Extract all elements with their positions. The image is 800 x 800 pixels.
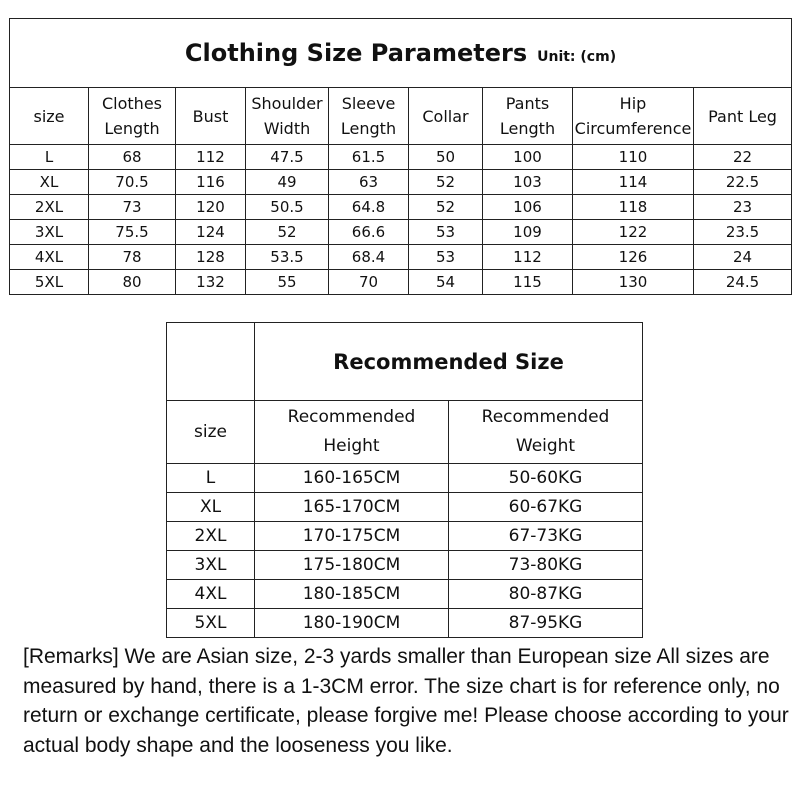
size-table-value-cell: 24.5 xyxy=(694,270,792,295)
size-table-unit: Unit: (cm) xyxy=(537,49,617,65)
size-table-header-cell xyxy=(176,88,246,145)
size-table-value-cell: 100 xyxy=(483,145,573,170)
size-table-value-cell: 75.5 xyxy=(89,220,176,245)
recommended-table-row xyxy=(167,493,643,522)
size-table-value-cell: 24 xyxy=(694,245,792,270)
size-table-header-text: Length xyxy=(340,119,397,138)
size-table-value-cell: 50 xyxy=(409,145,483,170)
size-table-value-cell: 106 xyxy=(483,195,573,220)
recommended-table-value-cell: 170-175CM xyxy=(255,522,449,551)
size-table-header-text: Collar xyxy=(422,106,469,126)
size-table-size-cell: 3XL xyxy=(10,220,89,245)
size-table-value-cell: 112 xyxy=(176,145,246,170)
recommended-table-value-cell: 160-165CM xyxy=(255,464,449,493)
size-parameters-table xyxy=(9,18,792,295)
size-table-value-cell: 68 xyxy=(89,145,176,170)
size-table-header-text: Pant Leg xyxy=(708,106,777,126)
size-table-row xyxy=(10,270,792,295)
size-table-value-cell: 68.4 xyxy=(329,245,409,270)
recommended-table-value-cell: 50-60KG xyxy=(449,464,643,493)
recommended-table-size-cell: 4XL xyxy=(167,580,255,609)
size-table-value-cell: 52 xyxy=(409,170,483,195)
size-table-value-cell: 132 xyxy=(176,270,246,295)
recommended-table-header-cell xyxy=(449,401,643,464)
recommended-table-size-cell: 3XL xyxy=(167,551,255,580)
recommended-table-header-cell xyxy=(167,401,255,464)
size-table-value-cell: 54 xyxy=(409,270,483,295)
size-table-value-cell: 63 xyxy=(329,170,409,195)
recommended-table-value-cell: 67-73KG xyxy=(449,522,643,551)
size-table-header-cell xyxy=(246,88,329,145)
size-table-value-cell: 110 xyxy=(573,145,694,170)
recommended-table-value-cell: 175-180CM xyxy=(255,551,449,580)
size-table-value-cell: 23.5 xyxy=(694,220,792,245)
recommended-table-value-cell: 60-67KG xyxy=(449,493,643,522)
size-table-header-text: Clothes xyxy=(102,94,162,113)
size-table-title-cell xyxy=(10,19,792,88)
size-table-header-cell xyxy=(89,88,176,145)
recommended-corner-cell xyxy=(167,323,255,401)
size-table-header-cell xyxy=(483,88,573,145)
size-table-value-cell: 120 xyxy=(176,195,246,220)
recommended-title-cell xyxy=(255,323,643,401)
size-table-header-text: Bust xyxy=(192,106,229,126)
size-table-value-cell: 52 xyxy=(409,195,483,220)
recommended-table-header-text: Weight xyxy=(515,436,576,456)
size-table-row xyxy=(10,170,792,195)
size-table-header-text: Shoulder xyxy=(251,94,323,113)
size-table-value-cell: 116 xyxy=(176,170,246,195)
size-table-header-cell xyxy=(329,88,409,145)
size-table-row xyxy=(10,195,792,220)
recommended-table-header-row xyxy=(167,401,643,464)
size-table-value-cell: 73 xyxy=(89,195,176,220)
size-table-header-text: Hip xyxy=(619,94,647,113)
recommended-table-header-text: size xyxy=(194,421,227,442)
size-table-header-cell xyxy=(409,88,483,145)
size-table-title: Clothing Size Parameters xyxy=(184,39,528,67)
size-table-value-cell: 53 xyxy=(409,245,483,270)
size-table-row xyxy=(10,245,792,270)
recommended-table-row xyxy=(167,551,643,580)
recommended-table-value-cell: 165-170CM xyxy=(255,493,449,522)
size-table-header-text: Length xyxy=(104,119,160,138)
size-table-value-cell: 22.5 xyxy=(694,170,792,195)
size-table-header-text: size xyxy=(33,106,65,126)
size-table-header-text: Length xyxy=(499,119,556,138)
recommended-table-row xyxy=(167,609,643,638)
recommended-table-header-text: Recommended xyxy=(481,407,610,427)
size-table-value-cell: 115 xyxy=(483,270,573,295)
size-table-value-cell: 112 xyxy=(483,245,573,270)
recommended-table-size-cell: L xyxy=(167,464,255,493)
size-table-value-cell: 80 xyxy=(89,270,176,295)
size-table-header-cell xyxy=(694,88,792,145)
size-table-value-cell: 114 xyxy=(573,170,694,195)
size-table-value-cell: 61.5 xyxy=(329,145,409,170)
recommended-table-size-cell: 5XL xyxy=(167,609,255,638)
size-table-header-cell xyxy=(573,88,694,145)
recommended-table-value-cell: 73-80KG xyxy=(449,551,643,580)
recommended-table-size-cell: 2XL xyxy=(167,522,255,551)
size-table-value-cell: 49 xyxy=(246,170,329,195)
size-table-value-cell: 122 xyxy=(573,220,694,245)
recommended-table-title: Recommended Size xyxy=(333,349,564,374)
size-table-value-cell: 22 xyxy=(694,145,792,170)
recommended-table-row xyxy=(167,522,643,551)
size-table-size-cell: L xyxy=(10,145,89,170)
size-table-header-row xyxy=(10,88,792,145)
recommended-table-header-text: Recommended xyxy=(287,407,416,427)
size-table-header-cell xyxy=(10,88,89,145)
size-table-row xyxy=(10,220,792,245)
size-table-size-cell: 2XL xyxy=(10,195,89,220)
recommended-table-value-cell: 80-87KG xyxy=(449,580,643,609)
size-table-value-cell: 109 xyxy=(483,220,573,245)
recommended-size-table xyxy=(166,322,643,638)
recommended-table-header-cell xyxy=(255,401,449,464)
size-table-header-text: Circumference xyxy=(574,119,692,138)
recommended-table-size-cell: XL xyxy=(167,493,255,522)
size-table-value-cell: 118 xyxy=(573,195,694,220)
size-table-value-cell: 47.5 xyxy=(246,145,329,170)
size-table-value-cell: 124 xyxy=(176,220,246,245)
remarks-text: [Remarks] We are Asian size, 2-3 yards smaller than European size All sizes are measured by hand, there is a 1-3CM error. The size chart is for reference only, no return or exchange certificate, please forgive me! Please choose according to your actual body shape and the looseness you like. xyxy=(23,645,789,757)
size-table-header-text: Pants xyxy=(505,94,550,113)
size-table-size-cell: 4XL xyxy=(10,245,89,270)
size-table-header-text: Sleeve xyxy=(341,94,396,113)
size-table-value-cell: 66.6 xyxy=(329,220,409,245)
size-table-value-cell: 55 xyxy=(246,270,329,295)
size-table-value-cell: 70.5 xyxy=(89,170,176,195)
recommended-table-value-cell: 180-185CM xyxy=(255,580,449,609)
size-table-value-cell: 64.8 xyxy=(329,195,409,220)
size-table-value-cell: 128 xyxy=(176,245,246,270)
size-table-value-cell: 53 xyxy=(409,220,483,245)
size-table-row xyxy=(10,145,792,170)
size-table-size-cell: 5XL xyxy=(10,270,89,295)
size-table-value-cell: 126 xyxy=(573,245,694,270)
size-table-value-cell: 52 xyxy=(246,220,329,245)
recommended-table-row xyxy=(167,580,643,609)
recommended-table-header-text: Height xyxy=(323,436,380,456)
size-table-header-text: Width xyxy=(263,119,311,138)
size-table-value-cell: 78 xyxy=(89,245,176,270)
recommended-table-value-cell: 180-190CM xyxy=(255,609,449,638)
recommended-table-row xyxy=(167,464,643,493)
size-table-value-cell: 70 xyxy=(329,270,409,295)
recommended-table-value-cell: 87-95KG xyxy=(449,609,643,638)
size-table-value-cell: 103 xyxy=(483,170,573,195)
size-table-value-cell: 50.5 xyxy=(246,195,329,220)
size-table-value-cell: 23 xyxy=(694,195,792,220)
size-table-value-cell: 130 xyxy=(573,270,694,295)
size-table-value-cell: 53.5 xyxy=(246,245,329,270)
size-table-size-cell: XL xyxy=(10,170,89,195)
